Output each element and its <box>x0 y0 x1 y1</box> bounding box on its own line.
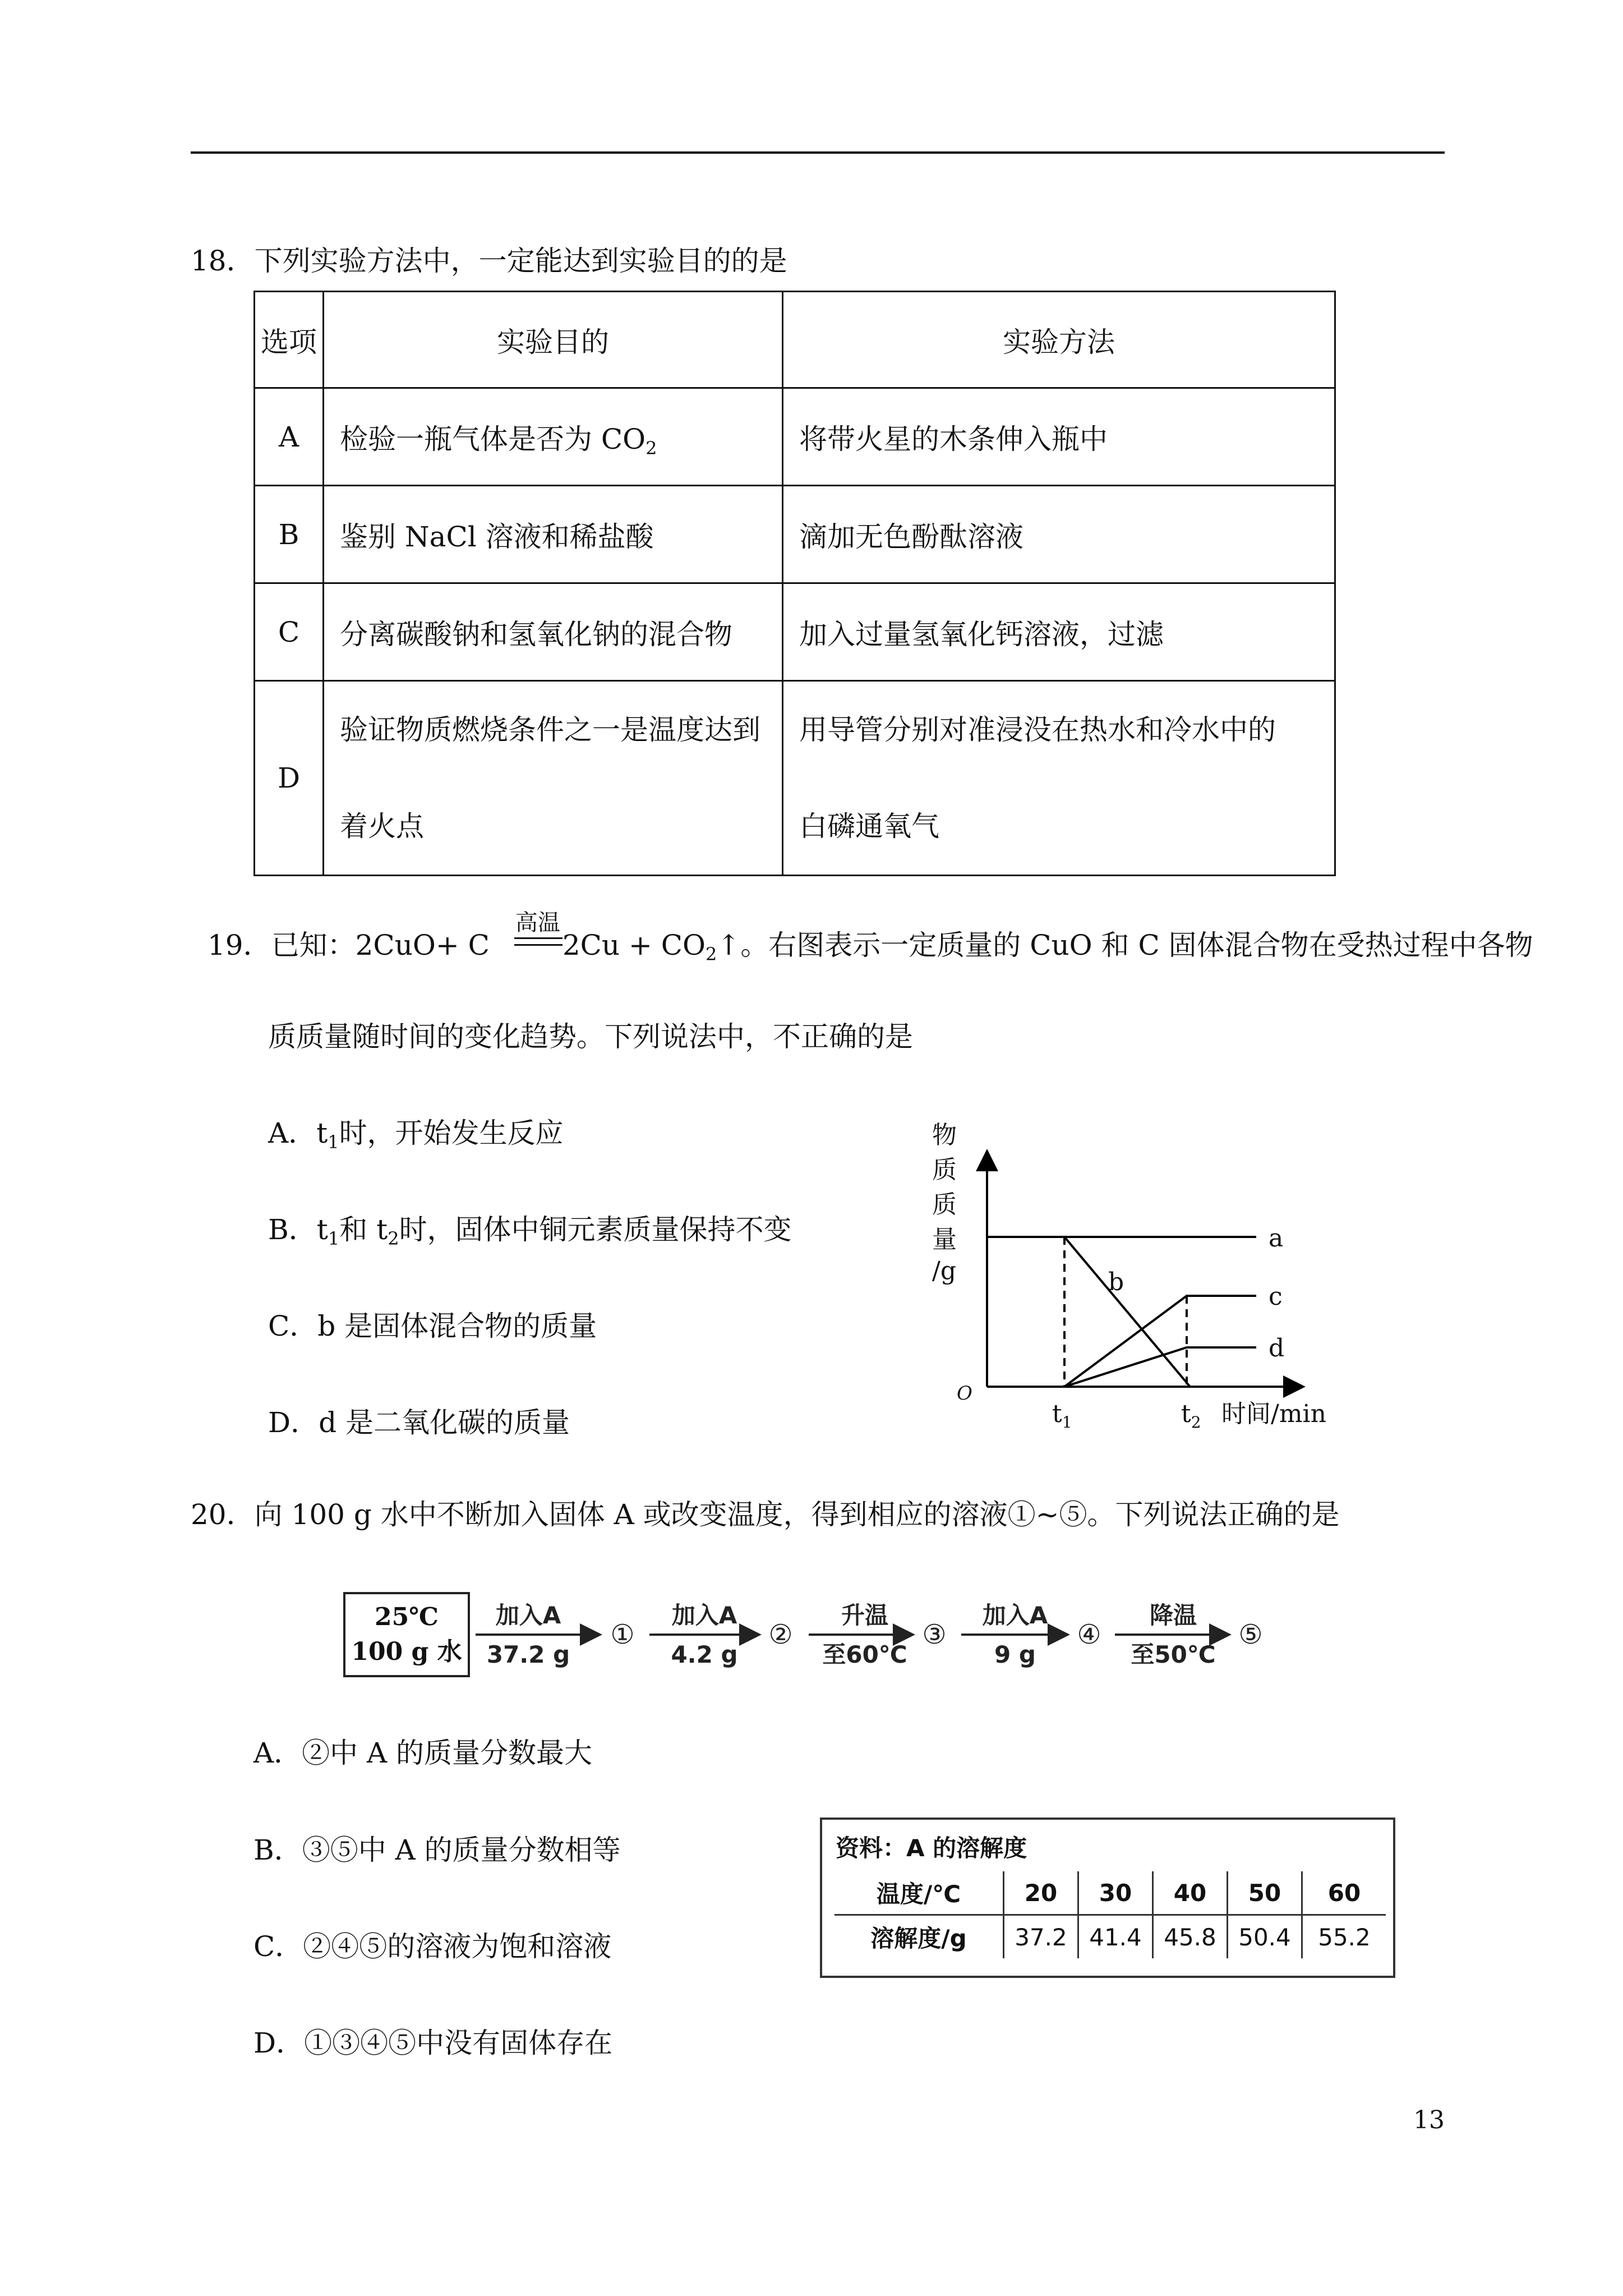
table-row <box>255 388 1335 486</box>
subscript: 1 <box>328 1228 340 1249</box>
row-purpose: 分离碳酸钠和氢氧化钠的混合物 <box>324 583 783 681</box>
flow-diagram <box>470 1592 1278 1677</box>
solubility-title: 资料：A 的溶解度 <box>836 1834 1027 1862</box>
row-option: A <box>255 388 324 486</box>
flow-step-top: 加入A <box>495 1602 561 1629</box>
subscript: 2 <box>706 944 717 965</box>
q19-stem-line1 <box>208 910 1533 965</box>
solubility-row-temp <box>834 1871 1386 1915</box>
row-method: 加入过量氢氧化钙溶液，过滤 <box>783 583 1335 681</box>
t1-label <box>1052 1400 1072 1432</box>
flow-start-temp: 25℃ <box>375 1603 439 1631</box>
flow-result: ⑤ <box>1238 1619 1263 1650</box>
q19-option-b <box>268 1213 792 1249</box>
solubility-box <box>820 1818 1395 1978</box>
subscript: 2 <box>388 1228 399 1249</box>
header-method: 实验方法 <box>783 292 1335 388</box>
row-method-line1: 用导管分别对准浸没在热水和冷水中的 <box>799 714 1276 746</box>
solubility-row-value <box>834 1915 1386 1959</box>
flow-step-bottom: 37.2 g <box>486 1641 570 1668</box>
solubility-cell: 55.2 <box>1318 1923 1371 1951</box>
flow-result: ④ <box>1077 1619 1101 1650</box>
flow-step-top: 加入A <box>671 1602 737 1629</box>
q20-option-a: A．②中 A 的质量分数最大 <box>253 1737 593 1769</box>
subscript: 2 <box>645 437 657 459</box>
solubility-cell: 50.4 <box>1228 1915 1302 1959</box>
option-text: 和 t <box>339 1213 388 1246</box>
curve-c <box>1064 1296 1256 1387</box>
flow-step-bottom: 至50℃ <box>1131 1641 1216 1668</box>
row-purpose-text: 检验一瓶气体是否为 CO <box>340 422 646 455</box>
q19-stem-rest: 。右图表示一定质量的 CuO 和 C 固体混合物在受热过程中各物 <box>740 929 1533 961</box>
q20-option-b: B．③⑤中 A 的质量分数相等 <box>253 1834 621 1866</box>
curve-label-c: c <box>1269 1282 1283 1311</box>
solubility-cell: 37.2 <box>1004 1915 1078 1959</box>
flow-start-box <box>343 1592 470 1677</box>
flow-step-top: 加入A <box>982 1602 1048 1629</box>
solubility-cell: 60 <box>1327 1879 1361 1907</box>
solubility-cell: 45.8 <box>1153 1915 1228 1959</box>
flow-step-bottom: 4.2 g <box>671 1641 738 1668</box>
flow-result: ① <box>610 1619 635 1650</box>
origin-label: O <box>957 1382 972 1405</box>
solubility-cell: 41.4 <box>1078 1915 1153 1959</box>
q20-option-c: C．②④⑤的溶液为饱和溶液 <box>253 1930 612 1963</box>
equals-line <box>514 944 562 946</box>
t1-text: t <box>1052 1400 1062 1428</box>
table-header-row <box>255 292 1335 388</box>
row-purpose-line2: 着火点 <box>340 810 424 843</box>
q18-stem: 18．下列实验方法中，一定能达到实验目的的是 <box>191 245 787 277</box>
row-option: B <box>255 486 324 583</box>
curve-label-d: d <box>1269 1334 1285 1363</box>
flow-step-top: 升温 <box>841 1602 889 1629</box>
t2-text: t <box>1181 1400 1191 1428</box>
y-axis-unit: /g <box>932 1257 956 1285</box>
reaction-condition <box>512 910 562 962</box>
solubility-row-label: 溶解度/g <box>834 1915 1004 1959</box>
row-purpose: 鉴别 NaCl 溶液和稀盐酸 <box>324 486 783 583</box>
y-axis-label-char: 质 <box>932 1190 957 1219</box>
solubility-row-label: 温度/℃ <box>834 1871 1004 1915</box>
curve-d <box>1064 1347 1256 1387</box>
flow-result: ③ <box>922 1619 947 1650</box>
condition-label: 高温 <box>515 910 560 936</box>
flow-step-bottom: 9 g <box>994 1641 1036 1668</box>
row-purpose <box>324 388 783 486</box>
row-option: D <box>255 681 324 876</box>
solubility-cell: 50 <box>1228 1871 1302 1915</box>
option-text: B．t <box>268 1213 328 1246</box>
row-method: 滴加无色酚酞溶液 <box>783 486 1335 583</box>
curve-label-b: b <box>1108 1268 1124 1296</box>
table-row <box>255 486 1335 583</box>
option-text: A．t <box>268 1117 328 1149</box>
t2-label <box>1181 1400 1201 1432</box>
row-method-line2: 白磷通氧气 <box>799 810 939 843</box>
solubility-cell: 30 <box>1078 1871 1153 1915</box>
option-text: 时，开始发生反应 <box>339 1117 564 1149</box>
table-row <box>255 583 1335 681</box>
y-axis-label-char: 物 <box>932 1121 957 1149</box>
solubility-table <box>834 1871 1386 1958</box>
row-purpose-line1: 验证物质燃烧条件之一是温度达到 <box>340 714 760 746</box>
subscript: 1 <box>1062 1413 1072 1432</box>
y-axis-label-char: 质 <box>932 1156 957 1184</box>
q19-stem-line2: 质质量随时间的变化趋势。下列说法中，不正确的是 <box>268 1020 913 1053</box>
y-axis-label-char: 量 <box>932 1225 957 1254</box>
q19-graph <box>920 1116 1335 1442</box>
subscript: 2 <box>1191 1413 1201 1432</box>
subscript: 1 <box>328 1131 339 1153</box>
q19-option-c: C．b 是固体混合物的质量 <box>268 1310 597 1342</box>
table-row <box>255 681 1335 876</box>
q20-stem: 20．向 100 g 水中不断加入固体 A 或改变温度，得到相应的溶液①~⑤。下列说法正确的是 <box>191 1498 1340 1531</box>
flow-start-water: 100 g 水 <box>351 1637 462 1666</box>
flow-result: ② <box>768 1619 793 1650</box>
q20-option-d: D．①③④⑤中没有固体存在 <box>253 2027 613 2059</box>
curve-label-a: a <box>1269 1224 1284 1253</box>
header-rule <box>191 151 1445 154</box>
row-option: C <box>255 583 324 681</box>
equals-line <box>514 937 562 939</box>
equation-reactants: 19．已知：2CuO+ C <box>208 929 490 961</box>
header-purpose: 实验目的 <box>324 292 783 388</box>
option-text: 时，固体中铜元素质量保持不变 <box>399 1213 792 1246</box>
page-number: 13 <box>1413 2106 1445 2134</box>
solubility-cell: 20 <box>1004 1871 1078 1915</box>
gas-arrow: ↑ <box>717 929 741 961</box>
row-method: 将带火星的木条伸入瓶中 <box>783 388 1335 486</box>
row-method <box>783 681 1335 876</box>
q18-table <box>253 291 1336 876</box>
q19-option-d: D．d 是二氧化碳的质量 <box>268 1406 570 1439</box>
q19-option-a <box>268 1116 564 1153</box>
flow-step-bottom: 至60℃ <box>822 1641 907 1668</box>
flow-step-top: 降温 <box>1149 1602 1197 1629</box>
x-axis-unit: 时间/min <box>1221 1400 1326 1428</box>
header-option: 选项 <box>255 292 324 388</box>
equation-products: 2Cu + CO <box>562 929 706 961</box>
row-purpose <box>324 681 783 876</box>
solubility-cell: 40 <box>1153 1871 1228 1915</box>
curve-b <box>1064 1237 1190 1387</box>
